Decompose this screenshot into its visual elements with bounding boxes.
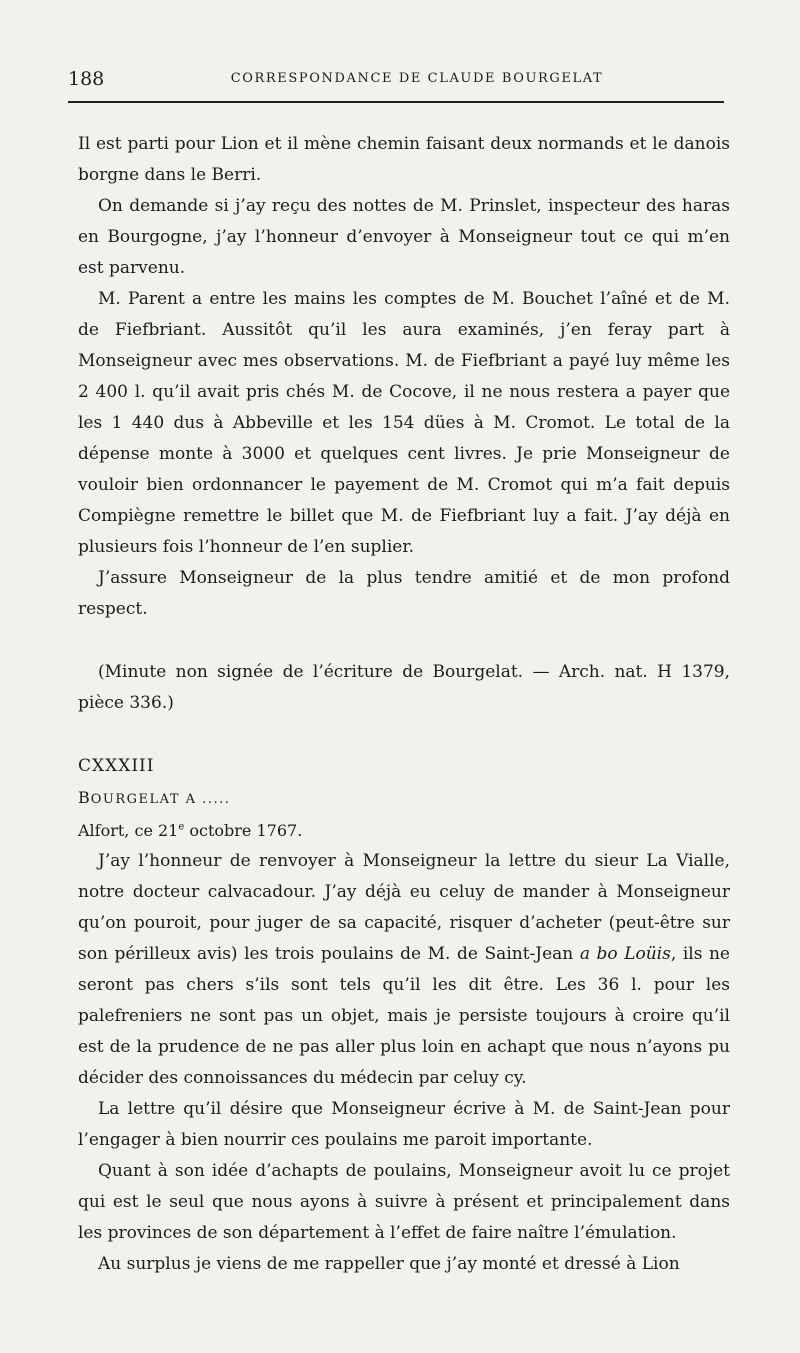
addressee-rest: OURGELAT A ..... [90,792,231,807]
addressee-initial: B [78,788,91,807]
page-number: 188 [68,68,105,90]
letter-paragraph: La lettre qu’il désire que Monseigneur écrive à M. de Saint-Jean pour l’engager à bien nourrir ces poulains me paroit importante. [78,1099,730,1150]
source-note: (Minute non signée de l’écriture de Bourgelat. — Arch. nat. H 1379, pièce 336.) [78,662,730,713]
running-title: CORRESPONDANCE DE CLAUDE BOURGELAT [230,71,604,86]
letter-dateline [78,815,730,846]
italic-run: a bo Loüis [579,944,671,964]
letter-paragraph: Au surplus je viens de me rappeller que j’ay monté et dressé à Lion [98,1254,680,1274]
text-run: , ils ne seront pas chers s’ils sont tels qu’il les dit être. Les 36 l. pour les palefreniers ne sont pas un objet, mais je persiste toujours à croire qu’il est de la prudence de ne pas aller plus loin en achapt que nous n’ayons pu décider des connoissances du médecin par celuy cy. [78,944,730,1088]
dateline-after: octobre 1767. [184,821,303,840]
spacer [78,719,730,751]
paragraph: M. Parent a entre les mains les comptes de M. Bouchet l’aîné et de M. de Fiefbriant. Aussitôt qu’il les aura examinés, j’en feray part à Monseigneur avec mes observations. M. de Fiefbriant a payé luy même les 2 400 l. qu’il avait pris chés M. de Cocove, il ne nous restera a payer que les 1 440 dus à Abbeville et les 154 dües à M. Cromot. Le total de la dépense monte à 3000 et quelques cent livres. Je prie Monseigneur de vouloir bien ordonnancer le payement de M. Cromot qui m’a fait depuis Compiègne remettre le billet que M. de Fiefbriant luy a fait. J’ay déjà en plusieurs fois l’honneur de l’en suplier. [78,289,730,557]
page-body [78,129,730,1280]
paragraph: J’assure Monseigneur de la plus tendre amitié et de mon profond respect. [78,568,730,619]
dateline-before: Alfort, ce 21 [78,821,179,840]
text-run: J’ay l’honneur de renvoyer à Monseigneur la lettre du sieur La Vialle, notre docteur calvacadour. J’ay déjà eu celuy de mander à Monseigneur qu’on pouroit, pour juger de sa capacité, risquer d’acheter (peut-être sur son périlleux avis) les trois poulains de M. de Saint-Jean [78,851,730,964]
letter-addressee [78,782,730,815]
paragraph: Il est parti pour Lion et il mène chemin faisant deux normands et le danois borgne dans le Berri. [78,134,730,185]
letter-paragraph: Quant à son idée d’achapts de poulains, Monseigneur avoit lu ce projet qui est le seul que nous ayons à suivre à présent et principalement dans les provinces de son département à l’effet de faire naître l’émulation. [78,1161,730,1243]
header-rule [68,101,724,103]
dateline-sup: e [178,821,185,833]
spacer [78,625,730,657]
paragraph: On demande si j’ay reçu des nottes de M. Prinslet, inspecteur des haras en Bourgogne, j’ay l’honneur d’envoyer à Monseigneur tout ce qui m’en est parvenu. [78,196,730,278]
page-header [68,68,726,96]
letter-number: CXXXIII [78,756,155,776]
letter-paragraph [78,846,730,1094]
